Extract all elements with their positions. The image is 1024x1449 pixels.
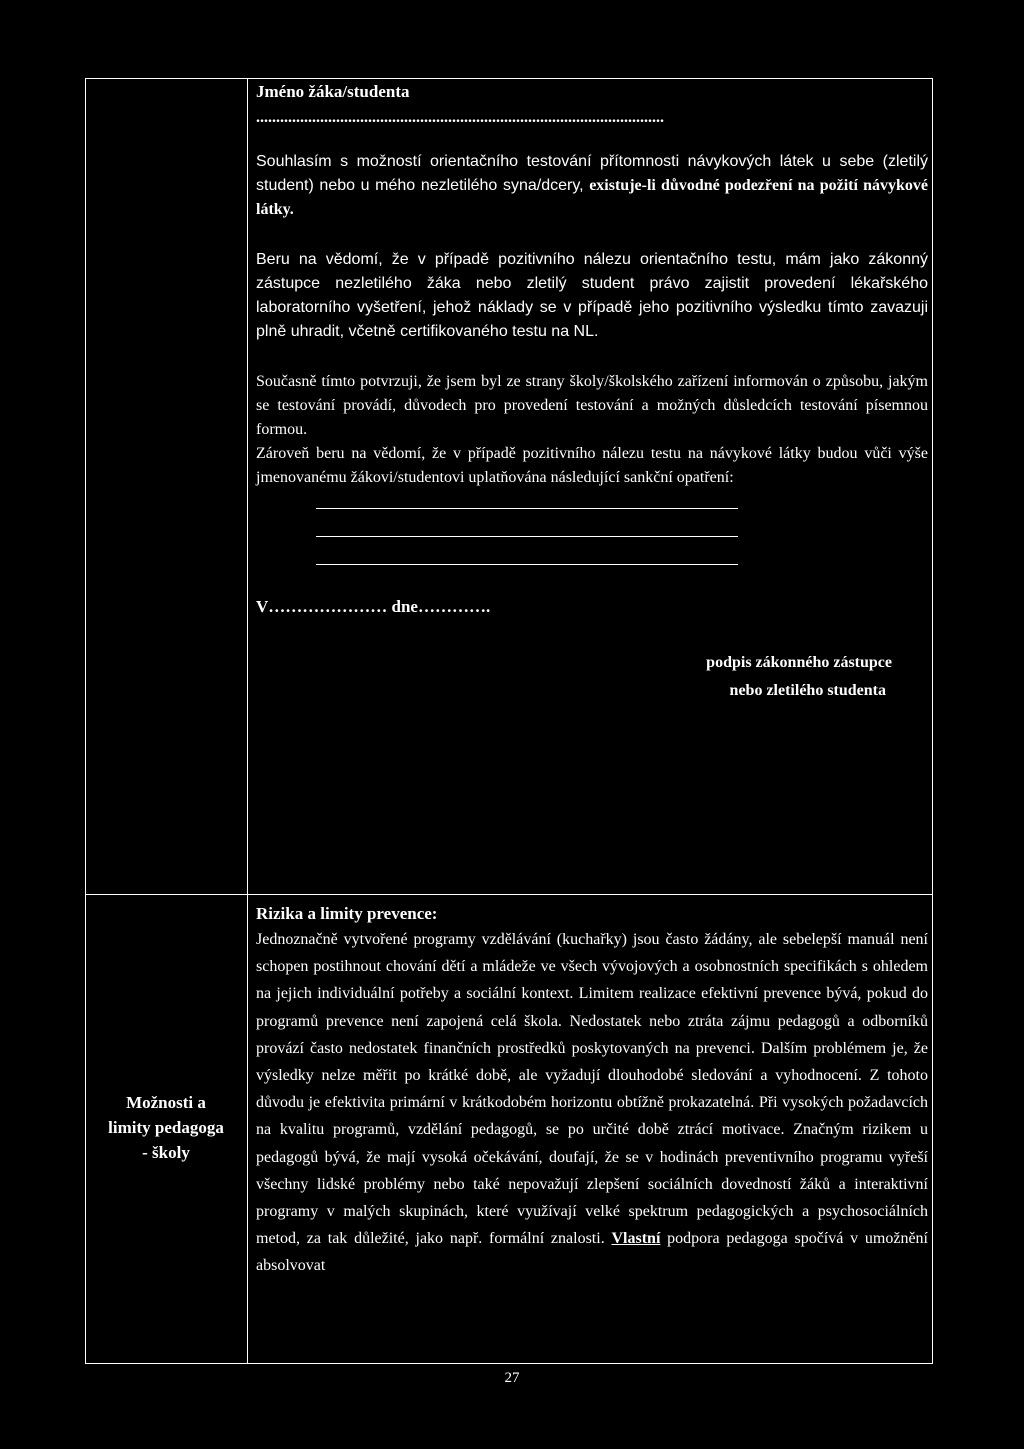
row-label-line-2: limity pedagoga	[108, 1118, 224, 1137]
consent-bold-text: existuje-li důvodné podezření na požití návykové látky.	[256, 177, 929, 218]
row-label	[88, 1090, 244, 1165]
place-date-line[interactable]: V………………… dne………….	[256, 597, 491, 616]
sanction-line-1[interactable]	[316, 508, 738, 509]
student-name-field[interactable]: ......................................................................................................	[256, 109, 664, 126]
row-label-line-3: - školy	[142, 1143, 190, 1162]
sanctions-lines	[316, 508, 738, 565]
prevention-text	[256, 926, 928, 1280]
row-divider	[85, 894, 933, 895]
page-number: 27	[504, 1370, 520, 1386]
acknowledgement-paragraph: Beru na vědomí, že v případě pozitivního nálezu orientačního testu, mám jako zákonný zástupce nezletilého žáka nebo zletilý student právo zajistit provedení lékařského laboratorního vyšetření, jehož náklady se v případě jeho pozitivního výsledku tímto zavazuji plně uhradit, včetně certifikovaného testu na NL.	[256, 251, 928, 340]
sanction-line-2[interactable]	[316, 536, 738, 537]
row-label-line-1: Možnosti a	[126, 1093, 206, 1112]
consent-paragraph	[256, 150, 928, 222]
confirmation-paragraph: Současně tímto potvrzuji, že jsem byl ze strany školy/školského zařízení informován o způsobu, jakým se testování provádí, důvodech pro provedení testování a možných důsledcích testování písemnou formou.	[256, 373, 928, 438]
sanctions-paragraph: Zároveň beru na vědomí, že v případě pozitivního nálezu testu na návykové látky budou vůči výše jmenovanému žákovi/studentovi uplatňována následující sankční opatření:	[256, 445, 928, 486]
signature-line-1: podpis zákonného zástupce	[706, 654, 892, 671]
signature-line-2: nebo zletilého studenta	[729, 682, 886, 699]
consent-text: Souhlasím s možností orientačního testování přítomnosti návykových látek u sebe (zletilý student) nebo u mého nezletilého syna/dcery,	[256, 153, 928, 194]
consent-cell	[256, 80, 928, 705]
student-name-label: Jméno žáka/studenta	[256, 82, 410, 101]
column-divider	[247, 78, 248, 1364]
signature-block	[256, 649, 928, 705]
prevention-heading: Rizika a limity prevence:	[256, 904, 438, 923]
prevention-text-end: podpora pedagoga spočívá v umožnění absolvovat	[256, 1230, 929, 1275]
prevention-text-main: Jednoznačně vytvořené programy vzdělávání (kuchařky) jsou často žádány, ale sebelepší manuál není schopen postihnout chování dětí a mládeže ve všech vývojových a osobnostních specifikách s ohledem na jejich individuální potřeby a sociální kontext. Limitem realizace efektivní prevence bývá, pokud do programů prevence není zapojená celá škola. Nedostatek nebo ztráta zájmu pedagogů a odborníků provází často nedostatek finančních prostředků poskytovaných na prevenci. Dalším problémem je, že výsledky nelze měřit po krátké době, ale vyžadují dlouhodobé sledování a vyhodnocení. Z tohoto důvodu je efektivita primární v krátkodobém horizontu obtížně prokazatelná. Při vysokých požadavcích na kvalitu programů, vzdělání pedagogů, se po určité době ztrácí motivace. Značným rizikem u pedagogů bývá, že mají vysoká očekávání, doufají, že se v hodinách preventivního programu vyřeší všechny lidské problémy nebo také nepovažují zlepšení sociálních dovedností žáků a interaktivní programy v malých skupinách, které využívají velké spektrum pedagogických a psychosociálních metod, za tak důležité, jako např. formální znalosti.	[256, 931, 928, 1248]
prevention-cell	[256, 900, 928, 1280]
prevention-text-bold: Vlastní	[611, 1230, 661, 1248]
sanction-line-3[interactable]	[316, 564, 738, 565]
